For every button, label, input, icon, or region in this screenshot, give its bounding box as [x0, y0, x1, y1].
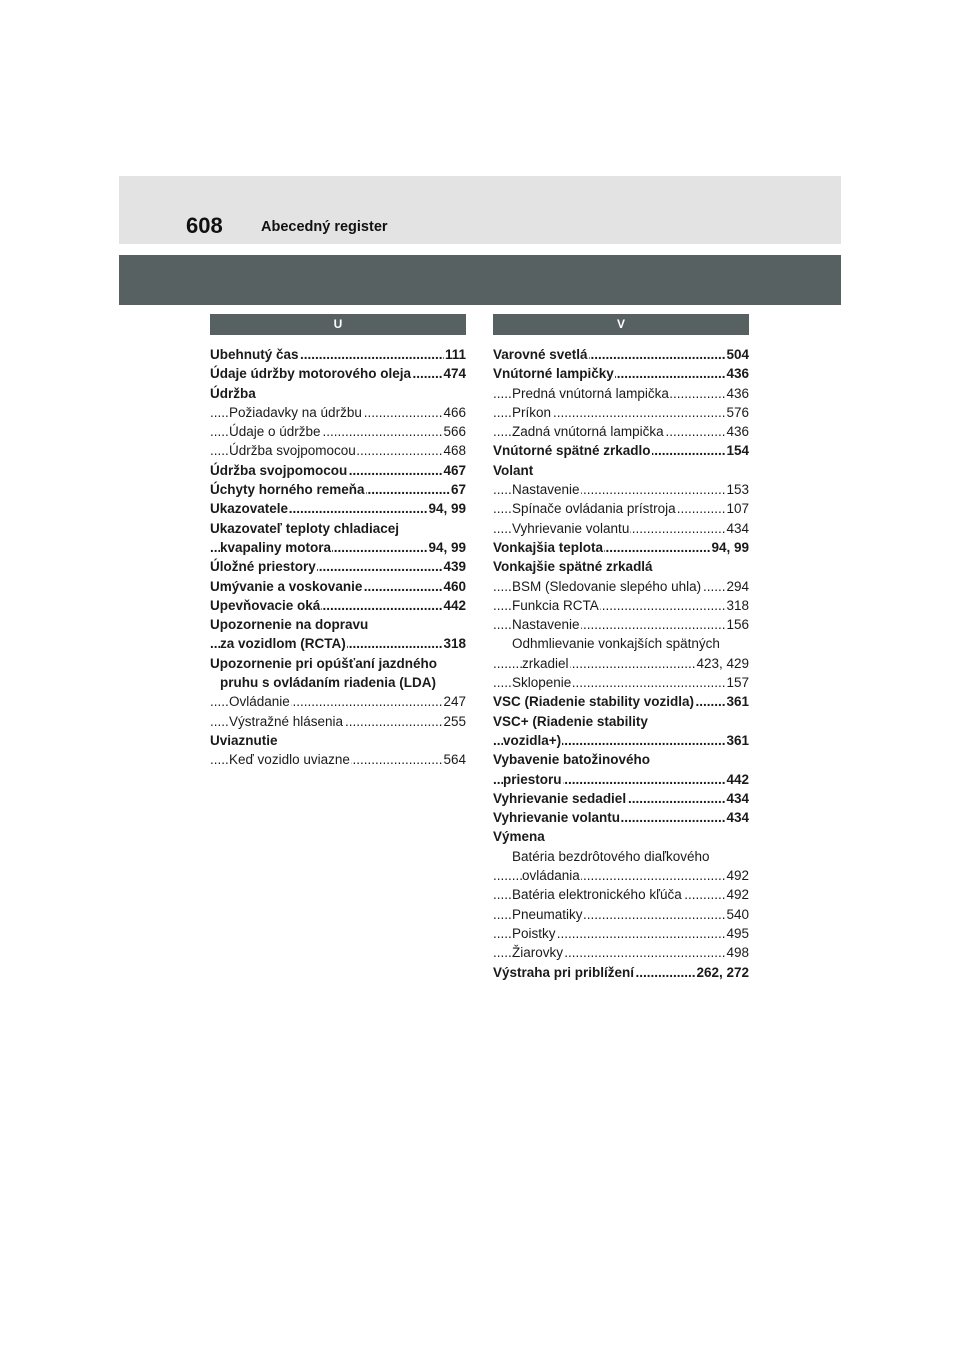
index-entry [493, 480, 749, 499]
index-entry [493, 847, 749, 866]
index-entry [210, 557, 466, 576]
entry-page-ref: 439 [442, 557, 466, 576]
index-entry [210, 364, 466, 383]
index-entry [493, 673, 749, 692]
index-column-u [210, 314, 466, 770]
index-entry [493, 712, 749, 731]
entry-page-ref: 94, 99 [427, 538, 466, 557]
index-entry [493, 345, 749, 364]
entry-term: priestoru [503, 771, 562, 787]
entry-term: Vnútorné spätné zrkadlo [493, 443, 651, 459]
entry-term: pruhu s ovládaním riadenia (LDA) [220, 675, 437, 691]
index-entry [493, 557, 749, 576]
entry-term: Poistky [512, 925, 556, 941]
entry-term: ovládania [522, 868, 580, 884]
entry-page-ref: 442 [442, 596, 466, 615]
entry-page-ref: 436 [725, 422, 749, 441]
entry-term: kvapaliny motora [220, 539, 332, 555]
index-entry [493, 692, 749, 711]
entry-term: Vyhrievanie volantu [493, 810, 621, 826]
entry-term: Vyhrievanie volantu [512, 520, 630, 536]
entry-term: Vyhrievanie sedadiel [493, 790, 627, 806]
entry-page-ref: 504 [725, 345, 749, 364]
index-entry [493, 519, 749, 538]
entry-page-ref: 468 [442, 441, 466, 460]
index-entry [210, 692, 466, 711]
page-number: 608 [186, 213, 223, 238]
entry-term: Batéria elektronického kľúča [512, 887, 682, 903]
entry-term: Volant [493, 462, 534, 478]
entry-term: Výstražné hlásenia [229, 713, 344, 729]
index-column-v [493, 314, 749, 982]
entry-page-ref: 111 [444, 345, 466, 364]
entry-page-ref: 434 [725, 789, 749, 808]
index-entry [210, 750, 466, 769]
entry-page-ref: 247 [442, 692, 466, 711]
index-entry [493, 441, 749, 460]
index-entry [210, 596, 466, 615]
entry-page-ref: 153 [725, 480, 749, 499]
index-entry [493, 827, 749, 846]
index-entry [210, 422, 466, 441]
entry-page-ref: 467 [442, 461, 466, 480]
index-entry [210, 577, 466, 596]
index-entry [493, 866, 749, 885]
index-entry [493, 789, 749, 808]
entry-page-ref: 492 [725, 885, 749, 904]
index-entry [493, 596, 749, 615]
index-entry [210, 384, 466, 403]
letter-heading-u: U [210, 314, 466, 335]
entry-page-ref: 540 [725, 905, 749, 924]
entry-page-ref: 576 [725, 403, 749, 422]
entry-page-ref: 474 [442, 364, 466, 383]
entry-term: Ubehnutý čas [210, 347, 299, 362]
index-entry [493, 364, 749, 383]
entry-page-ref: 495 [725, 924, 749, 943]
index-entry [210, 654, 466, 673]
entry-page-ref: 156 [725, 615, 749, 634]
entry-page-ref: 361 [725, 692, 749, 711]
index-entry [493, 731, 749, 750]
entry-term: Žiarovky [512, 945, 564, 961]
chapter-band [119, 255, 841, 305]
entry-term: zrkadiel [522, 655, 569, 671]
entry-term: Príkon [512, 404, 552, 420]
entry-term: BSM (Sledovanie slepého uhla) [512, 578, 702, 594]
entry-term: Predná vnútorná lampička [512, 385, 669, 401]
entry-page-ref: 262, 272 [695, 963, 749, 982]
index-entry [210, 441, 466, 460]
entry-page-ref: 67 [450, 480, 466, 499]
entry-term: Uviaznutie [210, 732, 278, 748]
index-entry [210, 712, 466, 731]
entry-term: Výstraha pri priblížení [493, 964, 635, 980]
entry-term: Keď vozidlo uviazne [229, 752, 350, 768]
entry-page-ref: 460 [442, 577, 466, 596]
entry-term: vozidla+) [503, 732, 562, 748]
entry-term: Údaje údržby motorového oleja [210, 366, 412, 382]
entry-page-ref: 434 [725, 519, 749, 538]
entry-page-ref: 94, 99 [710, 538, 749, 557]
index-entries-v [493, 345, 749, 982]
entry-term: za vozidlom (RCTA) [220, 636, 346, 652]
index-entry [493, 422, 749, 441]
letter-heading-v: V [493, 314, 749, 335]
entry-page-ref: 466 [442, 403, 466, 422]
entry-page-ref: 423, 429 [695, 654, 749, 673]
entry-page-ref: 436 [725, 364, 749, 383]
entry-term: Umývanie a voskovanie [210, 578, 363, 594]
index-entry [493, 538, 749, 557]
entry-term: Upozornenie na dopravu [210, 617, 369, 633]
entry-term: Úložné priestory [210, 559, 316, 575]
entry-term: Vnútorné lampičky [493, 366, 614, 382]
entry-term: VSC (Riadenie stability vozidla) [493, 694, 695, 710]
index-entry [493, 885, 749, 904]
entry-term: Pneumatiky [512, 906, 583, 922]
entry-term: VSC+ (Riadenie stability [493, 713, 648, 729]
entry-term: Spínače ovládania prístroja [512, 501, 676, 517]
index-entry [210, 538, 466, 557]
entry-page-ref: 107 [725, 499, 749, 518]
index-entries-u [210, 345, 466, 770]
entry-page-ref: 318 [442, 634, 466, 653]
entry-page-ref: 157 [725, 673, 749, 692]
entry-page-ref: 492 [725, 866, 749, 885]
index-entry [210, 480, 466, 499]
index-entry [210, 499, 466, 518]
index-entry [493, 403, 749, 422]
entry-term: Ukazovatele [210, 501, 289, 517]
index-entry [493, 963, 749, 982]
entry-term: Údaje o údržbe [229, 424, 321, 440]
entry-term: Zadná vnútorná lampička [512, 424, 664, 440]
entry-term: Upevňovacie oká [210, 597, 321, 613]
entry-term: Údržba svojpomocou [210, 462, 348, 478]
entry-page-ref: 498 [725, 943, 749, 962]
entry-term: Varovné svetlá [493, 347, 588, 362]
index-entry [493, 750, 749, 769]
entry-term: Výmena [493, 829, 545, 845]
index-entry [493, 461, 749, 480]
section-title: Abecedný register [261, 219, 388, 235]
index-entry [493, 943, 749, 962]
index-entry [210, 634, 466, 653]
index-entry [493, 384, 749, 403]
index-entry [493, 770, 749, 789]
entry-page-ref: 361 [725, 731, 749, 750]
index-entry [493, 634, 749, 653]
index-entry [493, 905, 749, 924]
entry-term: Údržba svojpomocou [229, 443, 356, 459]
entry-term: Nastavenie [512, 482, 580, 498]
index-entry [493, 615, 749, 634]
entry-term: Požiadavky na údržbu [229, 404, 362, 420]
entry-page-ref: 154 [725, 441, 749, 460]
entry-page-ref: 94, 99 [427, 499, 466, 518]
entry-term: Sklopenie [512, 675, 572, 691]
index-entry [493, 654, 749, 673]
entry-page-ref: 255 [442, 712, 466, 731]
index-entry [210, 519, 466, 538]
entry-term: Údržba [210, 385, 256, 401]
index-entry [493, 808, 749, 827]
index-entry [210, 731, 466, 750]
entry-page-ref: 442 [725, 770, 749, 789]
entry-term: Vonkajšia teplota [493, 539, 604, 555]
entry-term: Funkcia RCTA [512, 597, 599, 613]
entry-term: Nastavenie [512, 617, 580, 633]
index-entry [493, 499, 749, 518]
entry-page-ref: 566 [442, 422, 466, 441]
entry-term: Úchyty horného remeňa [210, 482, 365, 498]
index-entry [210, 673, 466, 692]
entry-term: Ovládanie [229, 694, 290, 710]
entry-term: Vonkajšie spätné zrkadlá [493, 559, 653, 575]
index-entry [210, 403, 466, 422]
index-entry [210, 615, 466, 634]
entry-term: Odhmlievanie vonkajších spätných [512, 636, 720, 652]
entry-page-ref: 318 [725, 596, 749, 615]
entry-page-ref: 436 [725, 384, 749, 403]
header-band [119, 176, 841, 244]
entry-term: Batéria bezdrôtového diaľkového [512, 848, 710, 864]
index-entry [493, 924, 749, 943]
index-entry [493, 577, 749, 596]
entry-term: Vybavenie batožinového [493, 752, 651, 768]
entry-term: Upozornenie pri opúšťaní jazdného [210, 655, 437, 671]
entry-page-ref: 564 [442, 750, 466, 769]
entry-page-ref: 294 [725, 577, 749, 596]
entry-page-ref: 434 [725, 808, 749, 827]
entry-term: Ukazovateľ teploty chladiacej [210, 520, 400, 536]
index-entry [210, 345, 466, 364]
index-entry [210, 461, 466, 480]
